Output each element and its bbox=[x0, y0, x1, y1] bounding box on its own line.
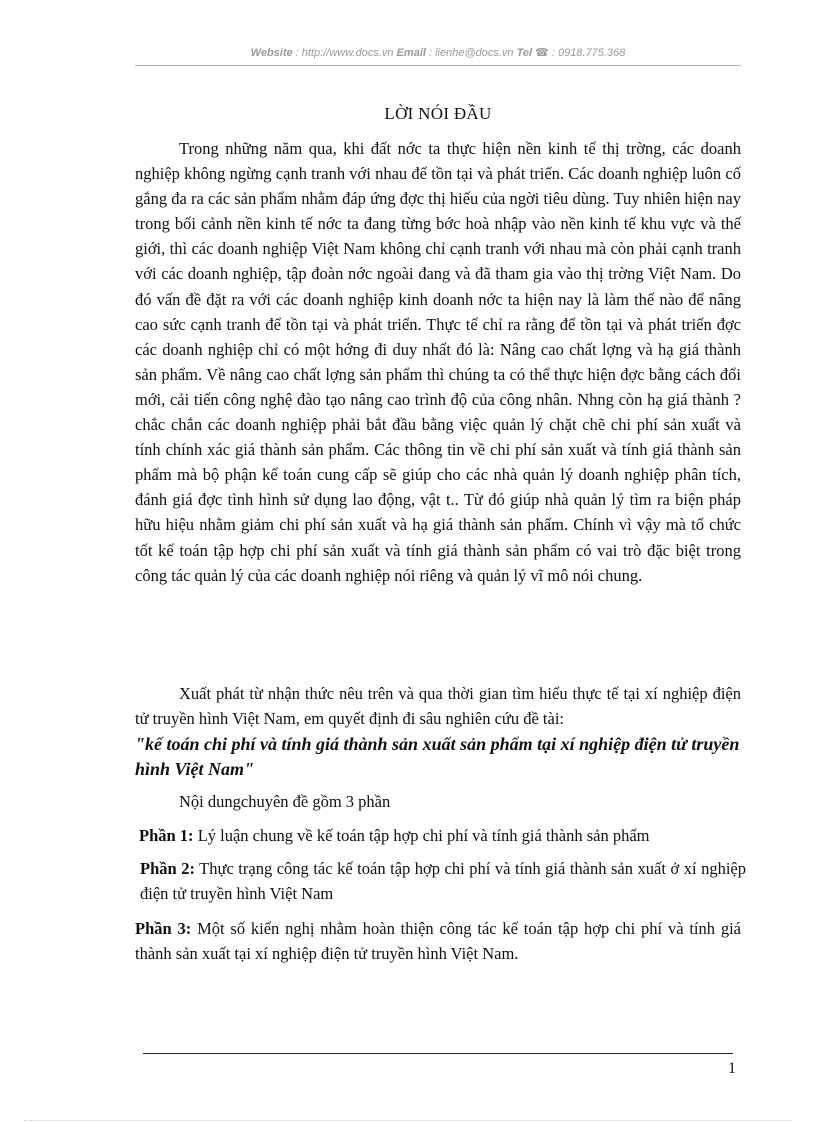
part-text: Một số kiến nghị nhằm hoàn thiện công tác kế toán tập hợp chi phí và tính giá thành sản xuất tại xí nghiệp điện tử truyền hình Việt Nam. bbox=[135, 919, 741, 963]
footer-divider bbox=[143, 1053, 733, 1054]
page-number: 1 bbox=[728, 1060, 736, 1077]
contents-intro: Nội dungchuyên đề gồm 3 phần bbox=[179, 792, 391, 811]
website-label: Website bbox=[250, 47, 293, 59]
email-value: : lienhe@docs.vn bbox=[425, 47, 517, 59]
header-divider bbox=[135, 65, 741, 66]
part-label: Phần 1: bbox=[139, 826, 194, 845]
part-label: Phần 3: bbox=[135, 919, 192, 938]
intro-paragraph: Trong những năm qua, khi đất nớc ta thực hiện nền kinh tế thị trờng, các doanh nghiệp không ngừng cạnh tranh với nhau để tồn tại và phát triển. Các doanh nghiệp luôn cố gắng đa ra các sản phẩm nhằm đáp ứng đợc thị hiếu của ngời tiêu dùng. Tuy nhiên hiện nay trong bối cảnh nền kinh tế nớc ta đang từng bớc hoà nhập vào nền kinh tế khu vực và thế giới, thì các doanh nghiệp Việt Nam không chỉ cạnh tranh với nhau mà còn phải cạnh tranh với các doanh nghiệp, tập đoàn nớc ngoài đang và đã tham gia vào thị trờng Việt Nam. Do đó vấn đề đặt ra với các doanh nghiệp kinh doanh nớc ta hiện nay là làm thế nào để nâng cao sức cạnh tranh để tồn tại và phát triển. Thực tế chỉ ra rằng để tồn tại và phát triển đợc các doanh nghiệp chỉ có một hớng đi duy nhất đó là: Nâng cao chất lợng và hạ giá thành sản phẩm. Về nâng cao chất lợng sản phẩm thì chúng ta có thể thực hiện đợc bằng cách đổi mới, cải tiến công nghệ đào tạo nâng cao trình độ của công nhân. Nhng còn hạ giá thành ? chắc chắn các doanh nghiệp phải bắt đầu bằng việc quản lý chặt chẽ chi phí sản xuất và tính chính xác giá thành sản phẩm. Các thông tin về chi phí sản xuất và tính giá thành sản phẩm mà bộ phận kế toán cung cấp sẽ giúp cho các nhà quản lý doanh nghiệp phân tích, đánh giá đợc tình hình sử dụng lao động, vật t.. Từ đó giúp nhà quản lý tìm ra biện pháp hữu hiệu nhằm giảm chi phí sản xuất và hạ giá thành sản phẩm. Chính vì vậy mà tổ chức tốt kế toán tập hợp chi phí sản xuất và tính giá thành sản phẩm có vai trò đặc biệt trong công tác quản lý của các doanh nghiệp nói riêng và quản lý vĩ mô nói chung. bbox=[135, 139, 741, 585]
page-edge-divider bbox=[24, 1120, 792, 1121]
part-item bbox=[135, 916, 741, 966]
tel-label: Tel bbox=[516, 47, 533, 59]
part-item bbox=[135, 856, 746, 906]
document-title: LỜI NÓI ĐẦU bbox=[384, 104, 492, 123]
thesis-topic: "kế toán chi phí và tính giá thành sản xuất sản phẩm tại xí nghiệp điện tử truyền hình Việt Nam" bbox=[135, 734, 740, 779]
tel-value: ☎ : 0918.775.368 bbox=[532, 47, 626, 59]
topic-intro-paragraph: Xuất phát từ nhận thức nêu trên và qua thời gian tìm hiểu thực tế tại xí nghiệp điện tử truyền hình Việt Nam, em quyết định đi sâu nghiên cứu đề tài: bbox=[135, 684, 741, 729]
website-value: : http://www.docs.vn bbox=[292, 47, 397, 59]
part-text: Lý luận chung về kế toán tập hợp chi phí và tính giá thành sản phẩm bbox=[193, 826, 650, 845]
page-header bbox=[135, 46, 741, 59]
part-text: Thực trạng công tác kế toán tập hợp chi phí và tính giá thành sản xuất ở xí nghiệp điện tử truyền hình Việt Nam bbox=[140, 859, 746, 903]
part-label: Phần 2: bbox=[140, 859, 195, 878]
email-label: Email bbox=[396, 47, 426, 59]
part-item bbox=[135, 823, 745, 848]
